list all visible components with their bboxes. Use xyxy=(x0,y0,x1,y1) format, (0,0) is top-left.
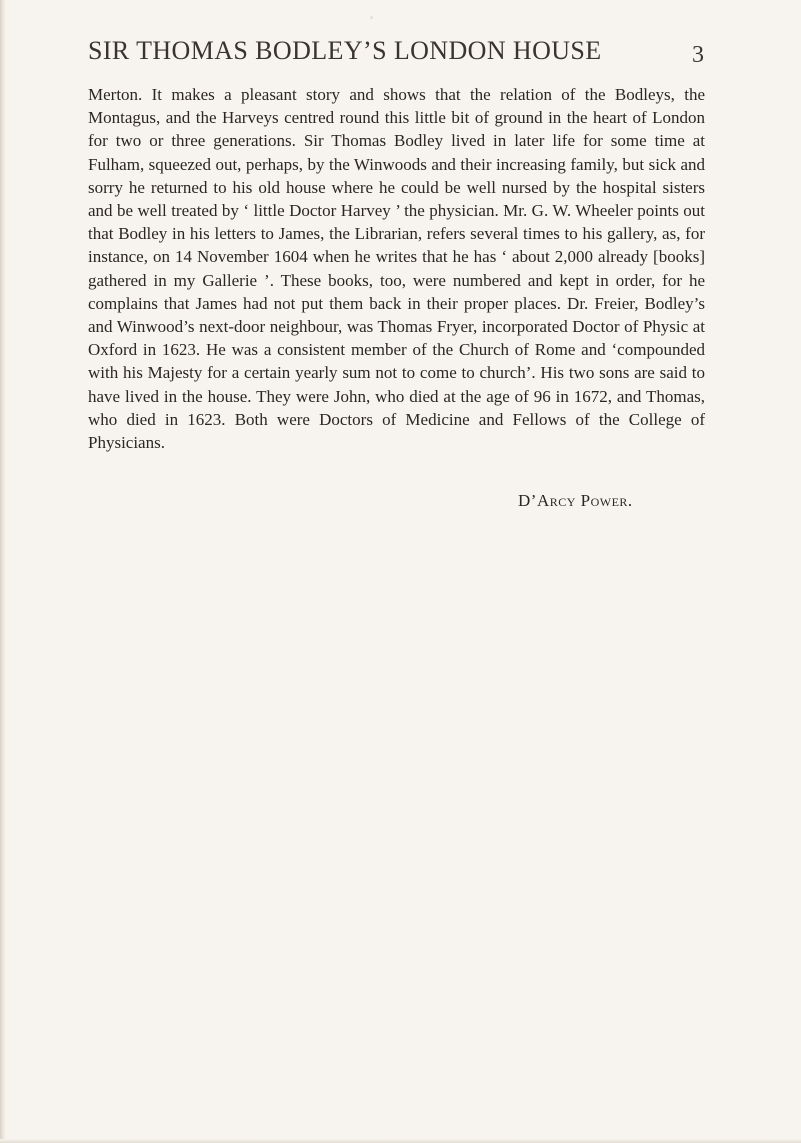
paper-speck xyxy=(370,16,373,19)
body-paragraph: Merton. It makes a pleasant story and shows that the relation of the Bodleys, the Montagus, and the Harveys centred round this little bit of ground in the heart of London for two or three generations. Sir Thomas Bodley lived in later life for some time at Fulham, squeezed out, perhaps, by the Winwoods and their increasing family, but sick and sorry he returned to his old house where he could be well nursed by the hospital sisters and be well treated by ‘ little Doctor Harvey ’ the physician. Mr. G. W. Wheeler points out that Bodley in his letters to James, the Librarian, refers several times to his gallery, as, for instance, on 14 November 1604 when he writes that he has ‘ about 2,000 already [books] gathered in my Gallerie ’. These books, too, were numbered and kept in order, for he complains that James had not put them back in their proper places. Dr. Freier, Bodley’s and Winwood’s next-door neighbour, was Thomas Fryer, incorporated Doctor of Physic at Oxford in 1623. He was a consistent member of the Church of Rome and ‘compounded with his Majesty for a certain yearly sum not to come to church’. His two sons are said to have lived in the house. They were John, who died at the age of 96 in 1672, and Thomas, who died in 1623. Both were Doctors of Medicine and Fellows of the College of Physicians. xyxy=(88,85,705,453)
page-edge xyxy=(0,0,6,1143)
page-bottom-edge xyxy=(0,1139,801,1143)
running-head: SIR THOMAS BODLEY’S LONDON HOUSE xyxy=(88,36,602,65)
author-signature: D’Arcy Power. xyxy=(518,491,633,510)
page-header xyxy=(88,36,704,72)
page-number: 3 xyxy=(692,42,704,68)
